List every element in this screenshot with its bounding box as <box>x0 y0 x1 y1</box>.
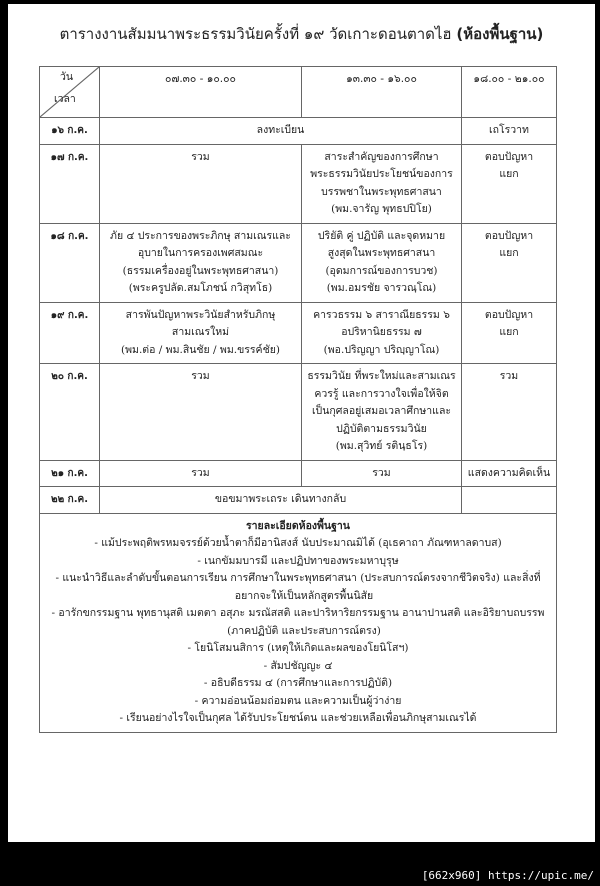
session-cell: เถโรวาท <box>462 118 557 145</box>
table-row <box>40 223 557 302</box>
header-afternoon: ๑๓.๓๐ - ๑๖.๐๐ <box>302 67 462 118</box>
details-item: - แนะนำวิธีและลำดับขั้นตอนการเรียน การศึกษาในพระพุทธศาสนา (ประสบการณ์ตรงจากชีวิตจริง) และสิ่งที่ <box>55 572 541 584</box>
session-cell: รวม <box>462 364 557 461</box>
title-room: (ห้องพื้นฐาน) <box>456 25 544 43</box>
details-item: - เนกขัมมบารมี และปฏิปทาของพระมหาบุรุษ <box>197 554 399 567</box>
date-cell: ๑๖ ก.ค. <box>40 118 100 145</box>
details-item-continued: (ภาคปฏิบัติ และประสบการณ์ตรง) <box>227 624 381 637</box>
session-cell: แสดงความคิดเห็น <box>462 460 557 487</box>
line: แยก <box>499 247 519 259</box>
session-cell: รวม <box>302 460 462 487</box>
session-cell: ขอขมาพระเถระ เดินทางกลับ <box>100 487 462 514</box>
line: คารวธรรม ๖ สาราณียธรรม ๖ <box>313 308 450 321</box>
line: ปฏิบัติตามธรรมวินัย <box>336 422 427 435</box>
details-item: - เรียนอย่างไรใจเป็นกุศล ได้รับประโยชน์ตน และช่วยเหลือเพื่อนภิกษุสามเณรได้ <box>119 712 477 724</box>
speaker: (พม.สุวิทย์ รตินฺธโร) <box>335 440 428 452</box>
image-host-watermark: [662x960] https://upic.me/ <box>421 869 594 882</box>
line: ธรรมวินัย ที่พระใหม่และสามเณร <box>307 370 456 382</box>
details-item-continued: อยากจะให้เป็นหลักสูตรพื้นนิสัย <box>234 589 374 602</box>
date-cell: ๑๙ ก.ค. <box>40 302 100 364</box>
speaker: (พม.ต่อ / พม.สินชัย / พม.ขรรค์ชัย) <box>121 343 280 356</box>
speaker: (พม.จารัญ พุทธปปิโย) <box>331 203 432 215</box>
page-title <box>8 22 595 46</box>
table-row <box>40 487 557 514</box>
line: ภัย ๔ ประการของพระภิกษุ สามเณรและ <box>110 229 291 242</box>
line: (อุดมการณ์ของการบวช) <box>325 264 438 277</box>
line: พระธรรมวินัยประโยชน์ของการ <box>310 168 453 180</box>
speaker: (พอ.ปริญญา ปริญฺญาโณ) <box>323 343 440 356</box>
date-cell: ๒๑ ก.ค. <box>40 460 100 487</box>
session-cell <box>462 223 557 302</box>
table-row <box>40 144 557 223</box>
session-cell <box>100 223 302 302</box>
line: สาระสำคัญของการศึกษา <box>324 150 439 163</box>
table-row <box>40 302 557 364</box>
details-item: - แม้ประพฤติพรหมจรรย์ด้วยน้ำตาก็มีอานิสงส์ นับประมาณมิได้ (อุเธคาถา ภัณฑหาลดาบส) <box>94 537 502 549</box>
date-cell: ๒๐ ก.ค. <box>40 364 100 461</box>
speaker: (พระครูปลัด.สมโภชน์ กวิสุทโธ) <box>128 282 273 294</box>
line: แยก <box>499 326 519 338</box>
session-cell <box>462 144 557 223</box>
session-cell <box>462 487 557 514</box>
session-cell <box>302 364 462 461</box>
corner-time-label: เวลา <box>54 93 76 105</box>
corner-day-label: วัน <box>60 71 74 83</box>
date-cell: ๑๘ ก.ค. <box>40 223 100 302</box>
details-heading: รายละเอียดห้องพื้นฐาน <box>246 519 350 532</box>
line: สูงสุดในพระพุทธศาสนา <box>327 247 436 259</box>
details-row <box>40 513 557 732</box>
line: ตอบปัญหา <box>484 150 534 163</box>
table-header-row <box>40 67 557 118</box>
session-cell <box>302 302 462 364</box>
session-cell <box>302 144 462 223</box>
session-cell: รวม <box>100 460 302 487</box>
table-row <box>40 118 557 145</box>
line: อปริหานิยธรรม ๗ <box>341 326 422 338</box>
details-item: - อารักขกรรมฐาน พุทธานุสติ เมตตา อสุภะ มรณัสสติ และปาริหาริยกรรมฐาน อานาปานสติ และอิริยาบถบรรพ <box>51 607 545 619</box>
line: เป็นกุศลอยู่เสมอเวลาศึกษาและ <box>311 405 452 417</box>
table-row <box>40 364 557 461</box>
line: ควรรู้ และการวางใจเพื่อให้จิต <box>314 387 449 400</box>
speaker: (พม.อมรชัย จารวณฺโณ) <box>326 282 437 294</box>
session-cell <box>100 302 302 364</box>
session-cell: ลงทะเบียน <box>100 118 462 145</box>
details-item: - สัมปชัญญะ ๔ <box>263 659 333 672</box>
date-cell: ๑๗ ก.ค. <box>40 144 100 223</box>
line: แยก <box>499 168 519 180</box>
session-cell: รวม <box>100 364 302 461</box>
header-evening: ๑๘.๐๐ - ๒๑.๐๐ <box>462 67 557 118</box>
table-row <box>40 460 557 487</box>
details-cell <box>40 513 557 732</box>
line: ปริยัติ คู่ ปฏิบัติ และจุดหมาย <box>317 229 446 242</box>
line: ตอบปัญหา <box>484 229 534 242</box>
line: สามเณรใหม่ <box>171 326 230 338</box>
details-item: - ความอ่อนน้อมถ่อมตน และความเป็นผู้ว่าง่าย <box>194 694 402 707</box>
line: สารพันปัญหาพระวินัยสำหรับภิกษุ <box>125 308 276 321</box>
line: บรรพชาในพระพุทธศาสนา <box>321 185 442 198</box>
session-cell <box>462 302 557 364</box>
details-item: - อธิบดีธรรม ๔ (การศึกษาและการปฏิบัติ) <box>203 677 393 689</box>
document-page <box>8 4 595 842</box>
schedule-table <box>39 66 557 733</box>
date-cell: ๒๒ ก.ค. <box>40 487 100 514</box>
session-cell: รวม <box>100 144 302 223</box>
header-morning: ๐๗.๓๐ - ๑๐.๐๐ <box>100 67 302 118</box>
line: (ธรรมเครื่องอยู่ในพระพุทธศาสนา) <box>122 264 279 277</box>
line: ตอบปัญหา <box>484 308 534 321</box>
title-main: ตารางงานสัมมนาพระธรรมวินัยครั้งที่ ๑๙ วัดเกาะดอนตาดไฮ <box>59 25 452 43</box>
session-cell <box>302 223 462 302</box>
corner-cell <box>40 67 100 118</box>
details-item: - โยนิโสมนสิการ (เหตุให้เกิดและผลของโยนิโสฯ) <box>187 642 409 654</box>
line: อุบายในการครองเพศสมณะ <box>137 247 264 259</box>
